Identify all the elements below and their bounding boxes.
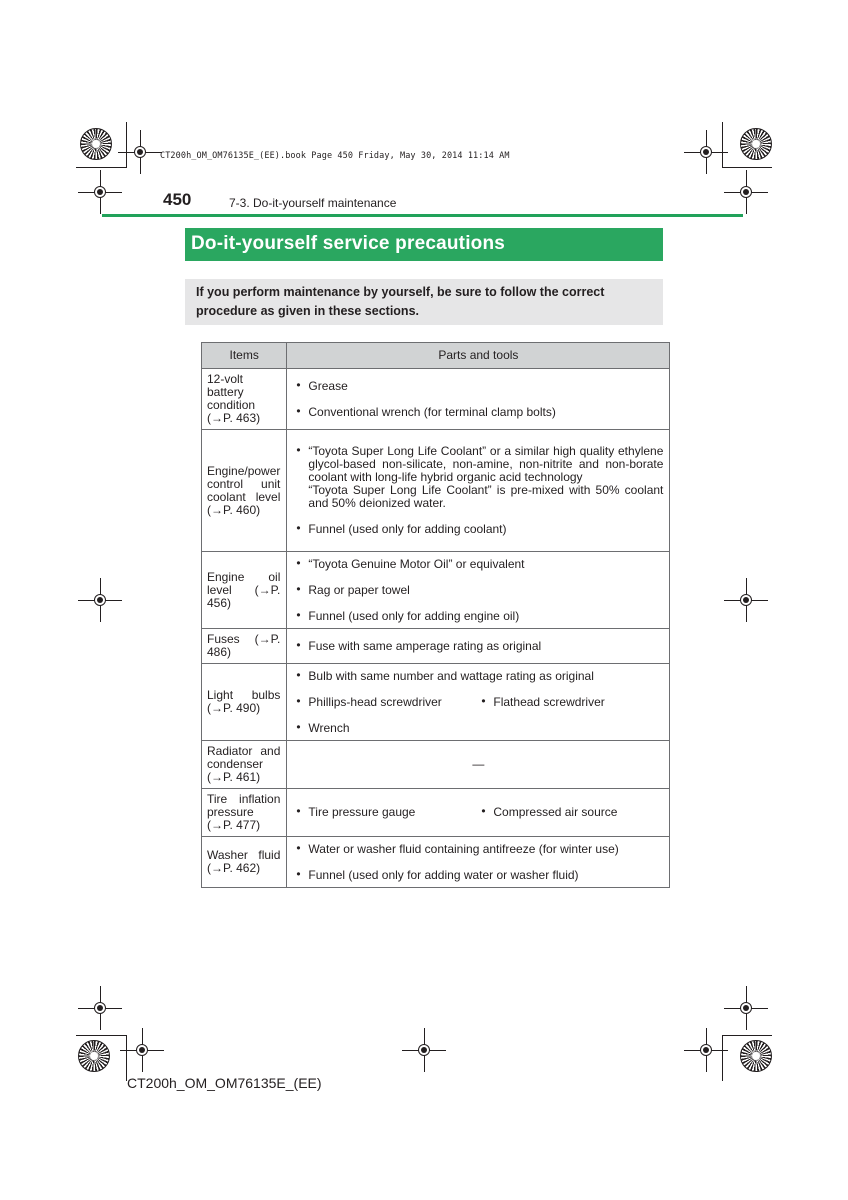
parts-cell [287,789,670,837]
list-item [293,866,663,882]
table-row [202,369,670,430]
section-title: 7-3. Do-it-yourself maintenance [229,196,397,210]
part-text: Fuse with same amperage rating as original [308,638,542,653]
item-cell: Engine/power control unit coolant level (→P. 460) [202,430,287,552]
list-item [293,637,663,653]
page-number: 450 [163,190,192,209]
intro-box [185,279,663,325]
color-wheel-icon [78,1040,110,1072]
footer-code: CT200h_OM_OM76135E_(EE) [127,1075,322,1091]
list-item [478,806,663,819]
bullet: • [296,555,301,570]
color-wheel-icon [740,1040,772,1072]
bullet: • [296,637,301,652]
list-item [293,719,663,735]
item-cell: Fuses (→P. 486) [202,629,287,664]
crop-mark [76,167,126,168]
bullet: • [296,804,301,818]
bullet: • [296,866,301,881]
table-header-row [202,343,670,369]
bullet: • [296,719,301,734]
intro-text: If you perform maintenance by yourself, be sure to follow the correct procedure as given in these sections. [196,285,605,318]
part-text: “Toyota Super Long Life Coolant” or a similar high quality ethylene glycol-based non-silicate, non-amine, non-nitrite and non-borate coolant with long-life hybrid organic acid technology “Toyota Super Long Life Coolant” is pre-mixed with 50% coolant and 50% deionized water. [308,444,664,510]
crop-mark [126,122,127,168]
list-item [293,667,663,683]
list-item [293,840,663,856]
list-item [293,403,663,419]
list-item [293,377,663,393]
item-cell: Washer fluid (→P. 462) [202,837,287,888]
page-title: Do-it-yourself service precautions [191,233,506,254]
two-column-list [293,806,663,819]
parts-table [201,342,670,888]
list-item [293,523,663,536]
header-rule [102,214,743,217]
parts-cell [287,369,670,430]
item-cell: Engine oil level (→P. 456) [202,552,287,629]
table-row [202,552,670,629]
list-item [293,555,663,571]
part-text: Conventional wrench (for terminal clamp bolts) [308,404,556,419]
bullet: • [296,377,301,392]
item-cell: 12-volt battery condition (→P. 463) [202,369,287,430]
list-item [293,581,663,597]
color-wheel-icon [740,128,772,160]
part-text: Grease [308,378,348,393]
crop-mark [722,122,723,168]
bullet: • [481,693,486,708]
item-cell: Radiator and condenser (→P. 461) [202,741,287,789]
list-item [293,445,663,510]
two-column-list [293,693,663,709]
bullet: • [296,607,301,622]
part-text: Bulb with same number and wattage rating as original [308,668,594,683]
part-text: Rag or paper towel [308,582,410,597]
crop-mark [722,1035,772,1036]
bullet: • [296,521,301,535]
table-row [202,664,670,741]
part-text: Compressed air source [493,805,618,819]
parts-cell [287,664,670,741]
crop-mark [76,1035,126,1036]
header-parts: Parts and tools [287,343,670,369]
bullet: • [296,667,301,682]
part-text: Water or washer fluid containing antifreeze (for winter use) [308,841,619,856]
crop-mark [722,1035,723,1081]
parts-cell [287,552,670,629]
parts-cell: — [287,741,670,789]
table-row [202,430,670,552]
table-row [202,629,670,664]
part-text: Funnel (used only for adding water or washer fluid) [308,867,579,882]
crop-mark [722,167,772,168]
part-text: Funnel (used only for adding coolant) [308,522,507,536]
list-item [478,693,663,709]
parts-cell [287,837,670,888]
part-text: Flathead screwdriver [493,694,605,709]
table-row [202,789,670,837]
title-bar [185,228,663,261]
bullet: • [481,804,486,818]
header-items: Items [202,343,287,369]
bullet: • [296,840,301,855]
part-text: Wrench [308,720,350,735]
item-cell: Tire inflation pressure (→P. 477) [202,789,287,837]
part-text: Funnel (used only for adding engine oil) [308,608,520,623]
parts-cell [287,430,670,552]
parts-cell [287,629,670,664]
color-wheel-icon [80,128,112,160]
item-cell: Light bulbs (→P. 490) [202,664,287,741]
list-item [293,607,663,623]
bullet: • [296,403,301,418]
file-info: CT200h_OM_OM76135E_(EE).book Page 450 Friday, May 30, 2014 11:14 AM [160,151,510,161]
list-item [293,806,478,819]
bullet: • [296,693,301,708]
bullet: • [296,581,301,596]
table-row [202,837,670,888]
table-row [202,741,670,789]
part-text: Tire pressure gauge [308,805,416,819]
part-text: Phillips-head screwdriver [308,694,442,709]
bullet: • [296,443,301,457]
list-item [293,693,478,709]
part-text: “Toyota Genuine Motor Oil” or equivalent [308,556,525,571]
